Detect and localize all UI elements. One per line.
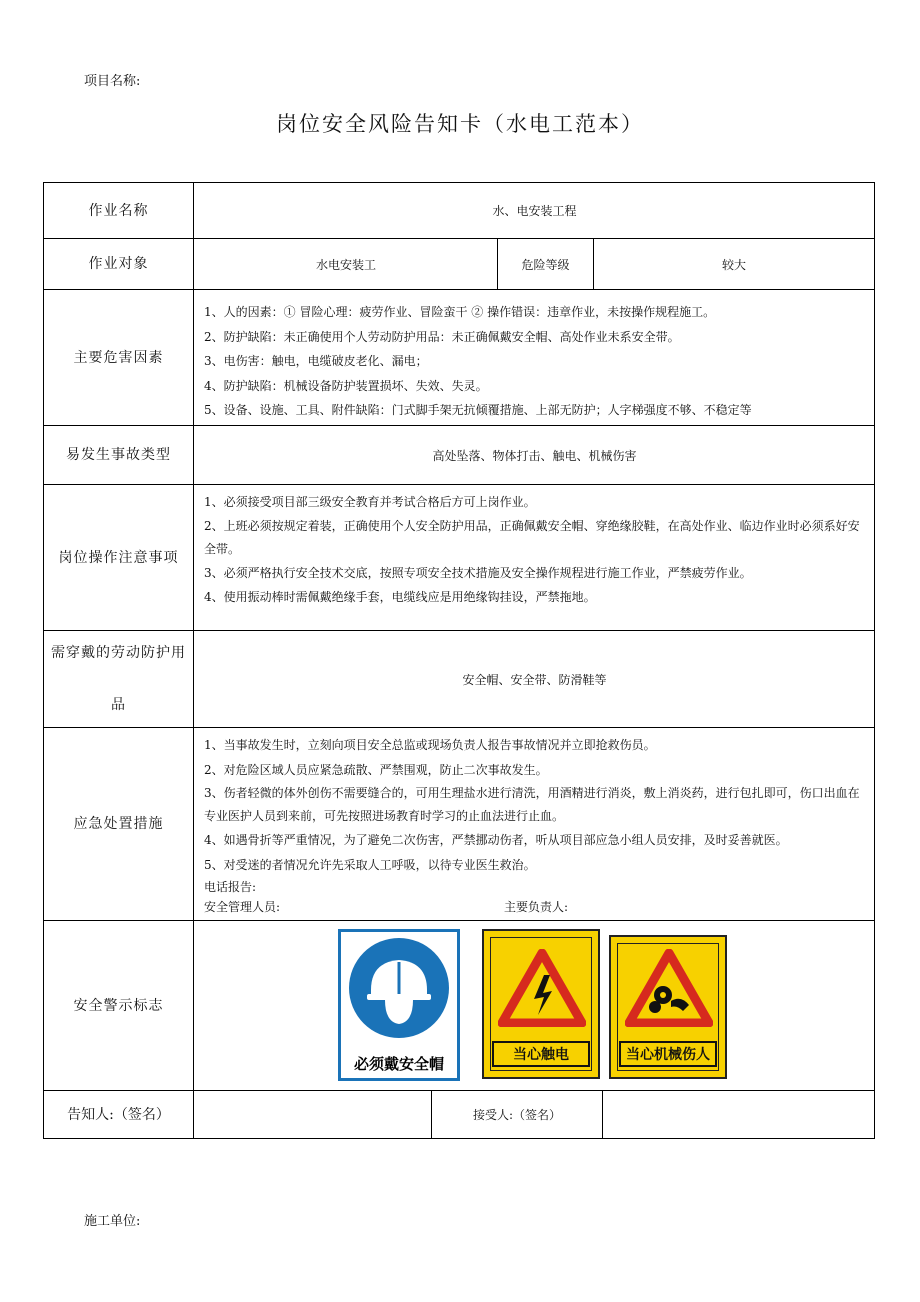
list-item: 1、必须接受项目部三级安全教育并考试合格后方可上岗作业。: [204, 495, 536, 509]
precautions-label: 岗位操作注意事项: [44, 485, 194, 630]
electric-hazard-icon: [498, 949, 586, 1027]
list-item: 2、对危险区域人员应紧急疏散、严禁围观，防止二次事故发生。: [204, 762, 548, 777]
accident-types-label: 易发生事故类型: [44, 426, 194, 484]
hazards-label: 主要危害因素: [44, 290, 194, 425]
job-name-label: 作业名称: [44, 183, 194, 238]
list-item: 4、如遇骨折等严重情况，为了避免二次伤害，严禁挪动伤者，听从项目部应急小组人员安排，及时妥善就医。: [204, 833, 788, 847]
list-item: 1、人的因素：① 冒险心理：疲劳作业、冒险蛮干 ② 操作错误：违章作业，未按操作规程施工。: [204, 305, 716, 319]
informer-signature-field[interactable]: [195, 1091, 432, 1138]
sign-wear-helmet: [338, 929, 460, 1081]
sign-machine-injury-text: 当心机械伤人: [619, 1041, 717, 1067]
emergency-list: [195, 728, 874, 920]
row-emergency: [44, 728, 874, 921]
row-signatures: [44, 1091, 874, 1138]
informer-signature-label: 告知人:（签名）: [44, 1091, 194, 1138]
risk-level-value: 较大: [721, 257, 746, 272]
precautions-list: [195, 485, 874, 630]
accident-types-value: 高处坠落、物体打击、触电、机械伤害: [432, 448, 637, 463]
list-item: 3、必须严格执行安全技术交底，按照专项安全技术措施及安全操作规程进行施工作业，严禁疲劳作业。: [204, 565, 752, 580]
list-item: 2、上班必须按规定着装，正确使用个人安全防护用品，正确佩戴安全帽、穿绝缘胶鞋，在高处作业、临边作业时必须系好安全带。: [204, 518, 860, 556]
row-job-name: [44, 183, 874, 239]
row-ppe: [44, 631, 874, 728]
job-object-value: 水电安装工: [195, 239, 498, 289]
receiver-signature-field[interactable]: [603, 1091, 874, 1138]
list-item: 4、防护缺陷：机械设备防护装置损坏、失效、失灵。: [204, 378, 488, 393]
project-name-label: 项目名称:: [84, 74, 141, 89]
risk-level-label: 危险等级: [498, 239, 594, 289]
sign-wear-helmet-text: 必须戴安全帽: [353, 1055, 444, 1073]
warning-signs-label: 安全警示标志: [44, 921, 194, 1090]
job-object-label: 作业对象: [44, 239, 194, 289]
signer-line: [204, 897, 868, 917]
list-item: 2、防护缺陷：未正确使用个人劳动防护用品：未正确佩戴安全帽、高处作业未系安全带。: [204, 329, 680, 344]
emergency-label: 应急处置措施: [44, 728, 194, 920]
helmet-icon: [349, 938, 449, 1038]
row-warning-signs: [44, 921, 874, 1091]
list-item: 5、设备、设施、工具、附件缺陷：门式脚手架无抗倾覆措施、上部无防护；人字梯强度不够、不稳定等: [204, 403, 752, 417]
phone-report-label: 电话报告:: [204, 880, 257, 894]
job-name-value: 水、电安装工程: [492, 204, 577, 218]
construction-unit-label: 施工单位:: [84, 1214, 141, 1229]
blue-circle: [349, 938, 449, 1038]
sign-electric-shock: [482, 929, 600, 1079]
sign-machine-injury: [609, 935, 727, 1079]
sign-electric-shock-text: 当心触电: [492, 1041, 590, 1067]
list-item: 5、对受迷的者情况允许先采取人工呼吸，以待专业医生救治。: [204, 857, 536, 872]
row-job-object: [44, 239, 874, 290]
page-title: 岗位安全风险告知卡（水电工范本）: [276, 112, 644, 136]
list-item: 4、使用振动棒时需佩戴绝缘手套，电缆线应是用绝缘钩挂设，严禁拖地。: [204, 590, 596, 604]
risk-card-table: [43, 182, 875, 1139]
list-item: 3、伤者轻微的体外创伤不需要缝合的，可用生理盐水进行清洗，用酒精进行消炎，敷上消炎药，进行包扎即可，伤口出血在专业医护人员到来前，可先按照进场教育时学习的止血法进行止血。: [204, 786, 860, 823]
row-hazards: [44, 290, 874, 426]
list-item: 3、电伤害：触电，电缆破皮老化、漏电；: [204, 354, 428, 368]
safety-manager-label: 安全管理人员:: [204, 900, 281, 914]
receiver-signature-label: 接受人:（签名）: [432, 1091, 603, 1138]
hazards-list: [195, 290, 874, 425]
row-precautions: [44, 485, 874, 631]
list-item: 1、当事故发生时，立刻向项目安全总监或现场负责人报告事故情况并立即抢救伤员。: [204, 738, 656, 752]
ppe-value: 安全帽、安全带、防滑鞋等: [462, 672, 607, 687]
warning-signs-area: [195, 921, 874, 1090]
gear-hazard-icon: [625, 949, 713, 1027]
ppe-label: 需穿戴的劳动防护用品: [44, 631, 194, 727]
row-accident-types: [44, 426, 874, 485]
main-responsible-label: 主要负责人:: [504, 900, 569, 914]
